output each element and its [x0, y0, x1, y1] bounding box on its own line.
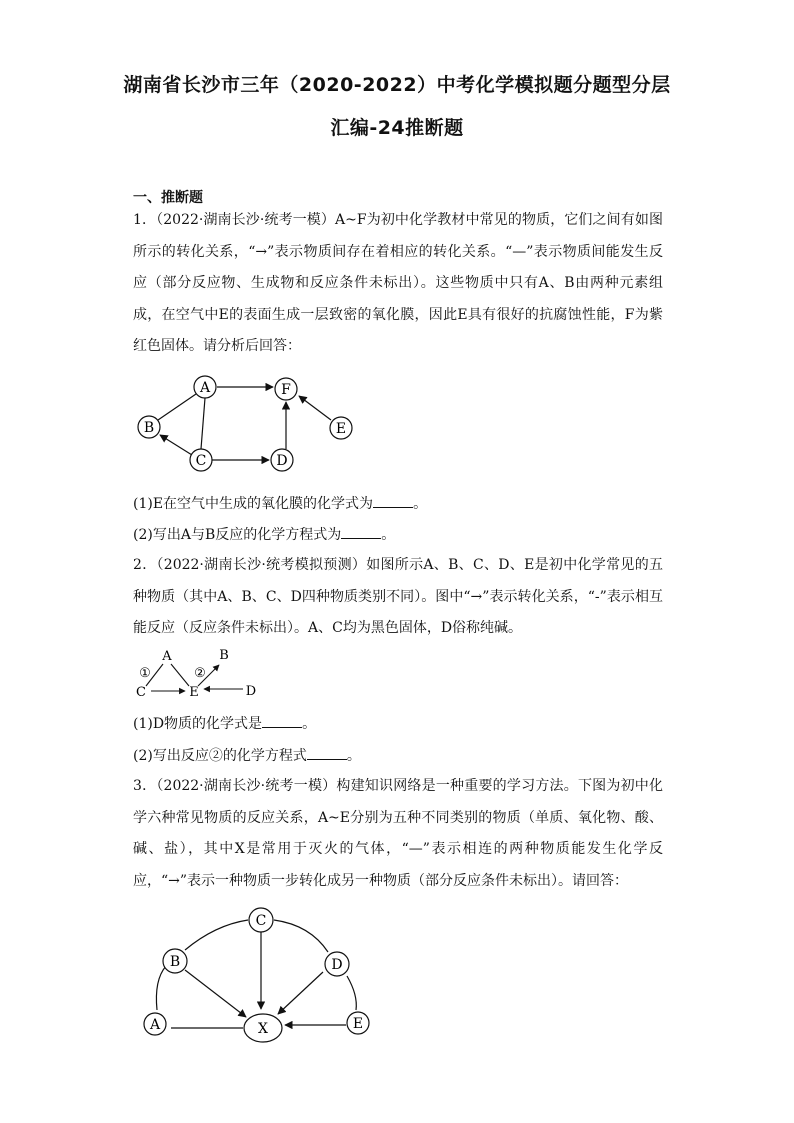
- document-title-line2: 汇编-24推断题: [330, 117, 464, 139]
- q3-node-d: [325, 952, 349, 976]
- q2-diagram: [133, 646, 273, 702]
- svg-text:B: B: [143, 420, 155, 436]
- svg-text:C: C: [255, 913, 267, 929]
- svg-text:F: F: [281, 382, 291, 398]
- q1-node-e: [330, 417, 352, 439]
- q1-arrow-e-f: [299, 396, 331, 420]
- answer-blank[interactable]: [341, 526, 381, 539]
- q1-line-a-b: [158, 394, 196, 420]
- q2-text: 2．（2022·湖南长沙·统考模拟预测）如图所示A、B、C、D、E是初中化学常见的五种物质（其中A、B、C、D四种物质类别不同）。图中“→”表示转化关系，“-”表示相互能反应（反应条件未标出）。A、C均为黑色固体，D俗称纯碱。: [133, 557, 663, 636]
- q1-node-a: [194, 376, 216, 398]
- q1-node-f: [275, 378, 297, 400]
- svg-text:A: A: [149, 1017, 161, 1033]
- svg-text:D: D: [245, 684, 257, 699]
- document-title-line1: 湖南省长沙市三年（2020-2022）中考化学模拟题分题型分层: [123, 74, 671, 96]
- answer-blank[interactable]: [373, 495, 413, 508]
- svg-text:①: ①: [139, 666, 151, 681]
- answer-blank[interactable]: [262, 715, 302, 728]
- svg-text:C: C: [195, 453, 207, 469]
- svg-text:D: D: [276, 453, 288, 469]
- answer-blank[interactable]: [307, 747, 347, 760]
- svg-text:C: C: [136, 685, 146, 700]
- q3-node-c: [249, 908, 273, 932]
- q1-line-a-c: [201, 398, 205, 449]
- q1-sub1: (1)E在空气中生成的氧化膜的化学式为 。: [133, 496, 428, 512]
- q1-diagram: [130, 370, 370, 480]
- svg-text:E: E: [335, 421, 347, 437]
- q1-text: 1．（2022·湖南长沙·统考一模）A~F为初中化学教材中常见的物质，它们之间有如图所示的转化关系，“→”表示物质间存在着相应的转化关系。“—”表示物质间能发生反应（部分反应物、生成物和反应条件未标出）。这些物质中只有A、B由两种元素组成，在空气中E的表面生成一层致密的氧化膜，因此E具有很好的抗腐蚀性能，F为紫红色固体。请分析后回答：: [133, 212, 663, 354]
- svg-text:A: A: [162, 649, 172, 664]
- q3-node-x: [244, 1014, 282, 1042]
- q3-text: 3．（2022·湖南长沙·统考一模）构建知识网络是一种重要的学习方法。下图为初中化学六种常见物质的反应关系，A~E分别为五种不同类别的物质（单质、氧化物、酸、碱、盐），其中X是常用于灭火的气体，“—”表示相连的两种物质能发生化学反应，“→”表示一种物质一步转化成另一种物质（部分反应条件未标出）。请回答：: [133, 778, 663, 889]
- q1-node-c: [190, 449, 212, 471]
- q2-sub2: (2)写出反应②的化学方程式 。: [133, 748, 361, 764]
- q1-arrow-c-b: [160, 435, 192, 455]
- svg-text:E: E: [189, 685, 199, 700]
- svg-text:B: B: [219, 648, 229, 663]
- svg-text:②: ②: [194, 666, 206, 681]
- svg-text:D: D: [331, 957, 343, 973]
- q3-diagram: [130, 900, 380, 1050]
- svg-text:E: E: [352, 1016, 364, 1032]
- q1-node-b: [138, 416, 160, 438]
- section-heading: 一、推断题: [133, 190, 203, 206]
- svg-text:X: X: [258, 1021, 268, 1037]
- q1-node-d: [271, 449, 293, 471]
- q3-node-e: [347, 1012, 369, 1034]
- q3-node-a: [144, 1013, 166, 1035]
- svg-text:B: B: [169, 954, 181, 970]
- q2-sub1: (1)D物质的化学式是 。: [133, 716, 317, 732]
- svg-text:A: A: [199, 380, 211, 396]
- q1-sub2: (2)写出A与B反应的化学方程式为 。: [133, 527, 396, 543]
- q3-node-b: [163, 949, 187, 973]
